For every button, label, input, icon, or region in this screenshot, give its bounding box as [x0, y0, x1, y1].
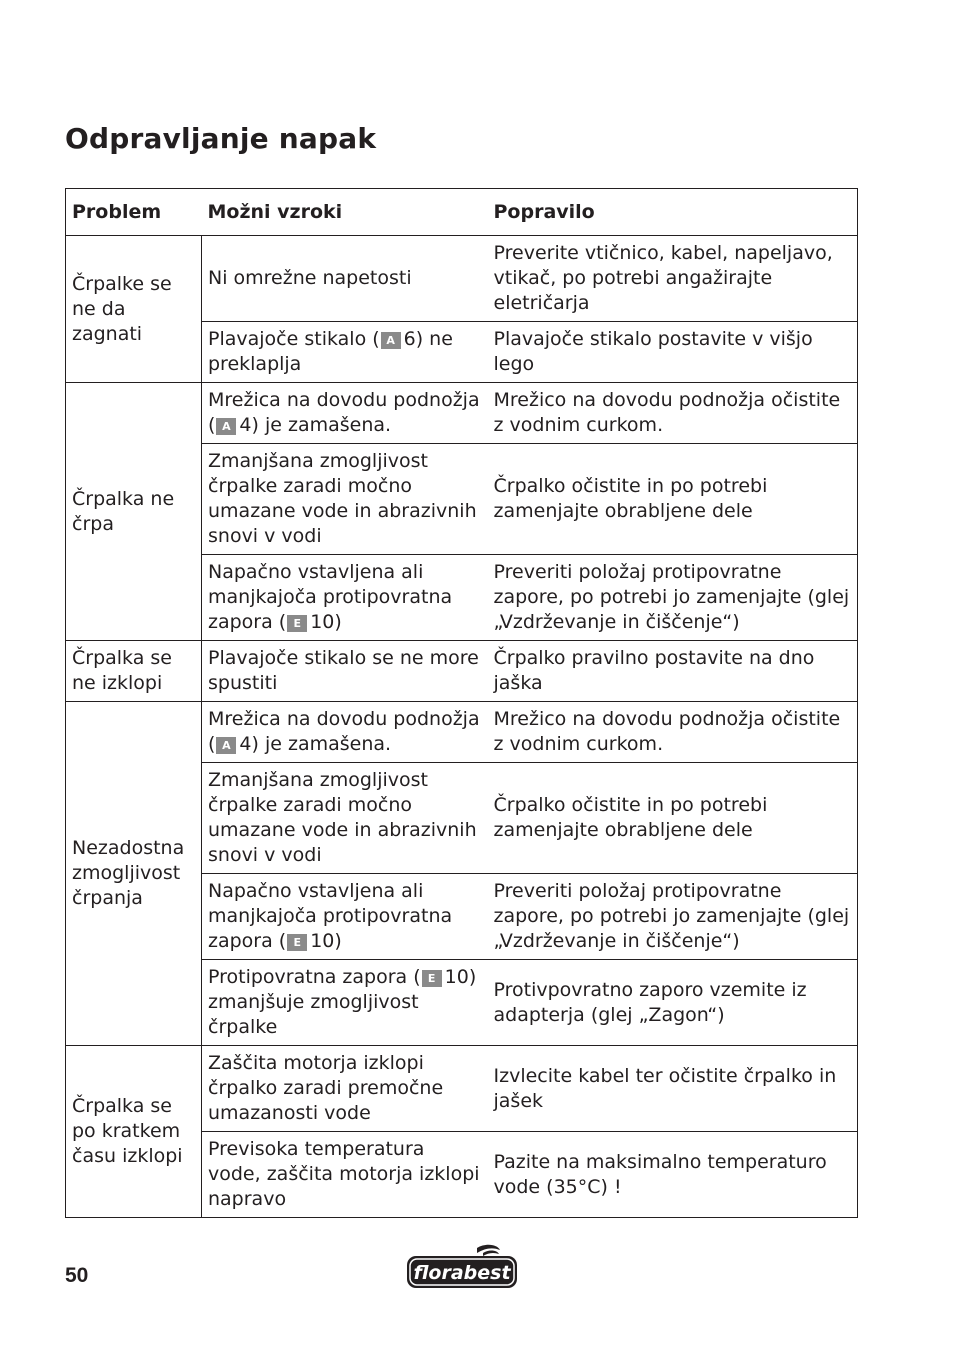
figure-ref-badge: E: [422, 970, 442, 987]
logo-text: florabest: [413, 1262, 511, 1284]
figure-ref-badge: E: [287, 615, 307, 632]
table-header: [66, 189, 858, 236]
cause-text: 4) je zamašena.: [239, 733, 392, 755]
cause-text: Napačno vstavljena ali manjkajoča protipovratna zapora (: [208, 561, 453, 633]
cause-text: Zmanjšana zmogljivost črpalke zaradi močno umazane vode in abrazivnih snovi v vodi: [208, 450, 477, 547]
page-title: Odpravljanje napak: [65, 122, 377, 155]
cause-cell: [202, 702, 488, 763]
cause-text: Plavajoče stikalo se ne more spustiti: [208, 647, 479, 694]
header-causes: Možni vzroki: [202, 189, 488, 236]
cause-text: Zmanjšana zmogljivost črpalke zaradi močno umazane vode in abrazivnih snovi v vodi: [208, 769, 477, 866]
fix-cell: Črpalko pravilno postavite na dno jaška: [488, 641, 858, 702]
problem-cell: Črpalke se ne da zagnati: [66, 236, 202, 383]
cause-text: Zaščita motorja izklopi črpalko zaradi premočne umazanosti vode: [208, 1052, 444, 1124]
cause-cell: [202, 444, 488, 555]
fix-cell: Mrežico na dovodu podnožja očistite z vodnim curkom.: [488, 383, 858, 444]
fix-cell: Črpalko očistite in po potrebi zamenjajte obrabljene dele: [488, 444, 858, 555]
cause-text: 4) je zamašena.: [239, 414, 392, 436]
cause-text: Previsoka temperatura vode, zaščita motorja izklopi napravo: [208, 1138, 480, 1210]
cause-text: Mrežica na dovodu podnožja (: [208, 389, 480, 436]
figure-ref-badge: A: [216, 737, 236, 754]
figure-ref-badge: E: [287, 934, 307, 951]
header-fix: Popravilo: [488, 189, 858, 236]
cause-cell: [202, 763, 488, 874]
cause-text: Plavajoče stikalo (: [208, 328, 380, 350]
troubleshooting-table: [65, 188, 858, 1218]
cause-cell: [202, 236, 488, 322]
fix-cell: Preveriti položaj protipovratne zapore, po potrebi jo zamenjajte (glej „Vzdrževanje in čiščenje“): [488, 555, 858, 641]
cause-text: Mrežica na dovodu podnožja (: [208, 708, 480, 755]
problem-cell: Črpalka se ne izklopi: [66, 641, 202, 702]
page-number: 50: [65, 1264, 89, 1287]
figure-ref-badge: A: [381, 332, 401, 349]
problem-cell: Nezadostna zmogljivost črpanja: [66, 702, 202, 1046]
cause-cell: [202, 322, 488, 383]
header-problem: Problem: [66, 189, 202, 236]
cause-text: 10) zmanjšuje zmogljivost črpalke: [208, 966, 477, 1038]
cause-text: 6) ne preklaplja: [208, 328, 453, 375]
fix-cell: Mrežico na dovodu podnožja očistite z vodnim curkom.: [488, 702, 858, 763]
table-row: [66, 236, 858, 322]
fix-cell: Protivpovratno zaporo vzemite iz adapterja (glej „Zagon“): [488, 960, 858, 1046]
cause-text: 10): [310, 930, 342, 952]
cause-cell: [202, 1132, 488, 1218]
problem-cell: Črpalka ne črpa: [66, 383, 202, 641]
fix-cell: Preverite vtičnico, kabel, napeljavo, vtikač, po potrebi angažirajte eletričarja: [488, 236, 858, 322]
fix-cell: Preveriti položaj protipovratne zapore, po potrebi jo zamenjajte (glej „Vzdrževanje in čiščenje“): [488, 874, 858, 960]
florabest-logo: [405, 1244, 519, 1290]
cause-text: Protipovratna zapora (: [208, 966, 421, 988]
table-row: [66, 641, 858, 702]
cause-cell: [202, 960, 488, 1046]
cause-cell: [202, 641, 488, 702]
cause-text: 10): [310, 611, 342, 633]
table-row: [66, 1046, 858, 1132]
cause-cell: [202, 1046, 488, 1132]
table-row: [66, 383, 858, 444]
cause-cell: [202, 874, 488, 960]
fix-cell: Črpalko očistite in po potrebi zamenjajte obrabljene dele: [488, 763, 858, 874]
cause-cell: [202, 383, 488, 444]
table-body: [66, 236, 858, 1218]
problem-cell: Črpalka se po kratkem času izklopi: [66, 1046, 202, 1218]
fix-cell: Izvlecite kabel ter očistite črpalko in jašek: [488, 1046, 858, 1132]
cause-text: Ni omrežne napetosti: [208, 267, 412, 289]
cause-text: Napačno vstavljena ali manjkajoča protipovratna zapora (: [208, 880, 453, 952]
fix-cell: Pazite na maksimalno temperaturo vode (35°C) !: [488, 1132, 858, 1218]
fix-cell: Plavajoče stikalo postavite v višjo lego: [488, 322, 858, 383]
cause-cell: [202, 555, 488, 641]
figure-ref-badge: A: [216, 418, 236, 435]
table-row: [66, 702, 858, 763]
